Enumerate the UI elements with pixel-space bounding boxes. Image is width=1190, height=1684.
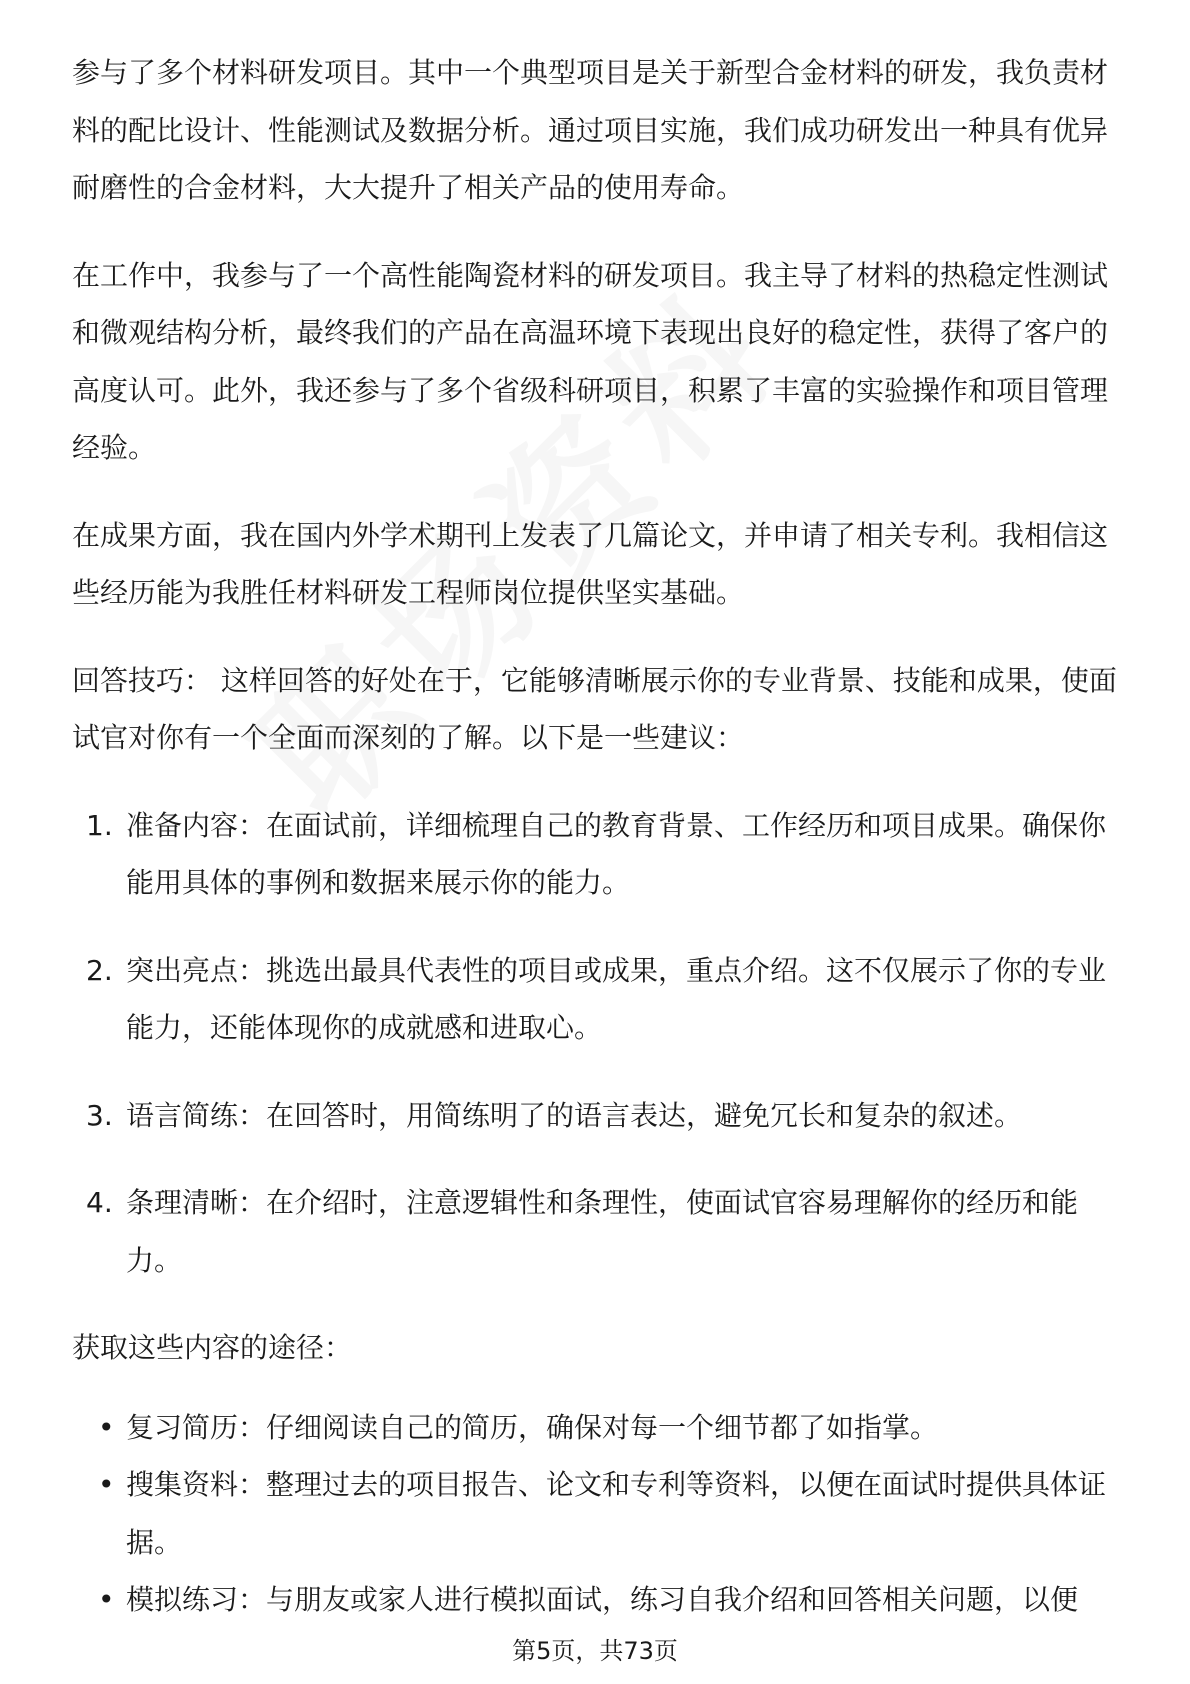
list-number: 4. — [86, 1186, 113, 1219]
list-item-text: 搜集资料：整理过去的项目报告、论文和专利等资料，以便在面试时提供具体证据。 — [126, 1468, 1107, 1559]
list-item-text: 突出亮点：挑选出最具代表性的项目或成果，重点介绍。这不仅展示了你的专业能力，还能体现你的成就感和进取心。 — [126, 953, 1107, 1044]
list-item-text: 准备内容：在面试前，详细梳理自己的教育背景、工作经历和项目成果。确保你能用具体的事例和数据来展示你的能力。 — [126, 808, 1107, 899]
document-body — [72, 44, 1132, 1629]
bullet-icon: • — [98, 1468, 115, 1501]
paragraph-work-experience: 在工作中，我参与了一个高性能陶瓷材料的研发项目。我主导了材料的热稳定性测试和微观结构分析，最终我们的产品在高温环境下表现出良好的稳定性，获得了客户的高度认可。此外，我还参与了多个省级科研项目，积累了丰富的实验操作和项目管理经验。 — [72, 258, 1109, 464]
bullet-icon: • — [98, 1410, 115, 1444]
list-item-text: 语言简练：在回答时，用简练明了的语言表达，避免冗长和复杂的叙述。 — [126, 1098, 1023, 1132]
list-item — [72, 1456, 1132, 1571]
list-item — [72, 942, 1132, 1057]
sources-list — [72, 1399, 1132, 1629]
list-item — [72, 1087, 1132, 1145]
list-item-text: 模拟练习：与朋友或家人进行模拟面试，练习自我介绍和回答相关问题，以便 — [126, 1583, 1079, 1616]
list-item — [72, 1399, 1132, 1457]
list-item-text: 条理清晰：在介绍时，注意逻辑性和条理性，使面试官容易理解你的经历和能力。 — [126, 1186, 1079, 1277]
list-number: 1. — [86, 808, 113, 842]
sources-heading: 获取这些内容的途径： — [72, 1331, 353, 1364]
list-item — [72, 1174, 1132, 1289]
paragraph-project-experience: 参与了多个材料研发项目。其中一个典型项目是关于新型合金材料的研发，我负责材料的配比设计、性能测试及数据分析。通过项目实施，我们成功研发出一种具有优异耐磨性的合金材料，大大提升了相关产品的使用寿命。 — [72, 56, 1109, 204]
list-number: 2. — [86, 953, 113, 987]
bullet-icon: • — [98, 1583, 115, 1616]
paragraph-achievements: 在成果方面，我在国内外学术期刊上发表了几篇论文，并申请了相关专利。我相信这些经历能为我胜任材料研发工程师岗位提供坚实基础。 — [72, 518, 1109, 609]
list-item — [72, 797, 1132, 912]
tips-list — [72, 797, 1132, 1290]
list-item — [72, 1571, 1132, 1629]
paragraph-answer-tips: 回答技巧： 这样回答的好处在于，它能够清晰展示你的专业背景、技能和成果，使面试官对你有一个全面而深刻的了解。以下是一些建议： — [72, 663, 1117, 754]
page-number: 第5页，共73页 — [512, 1637, 678, 1665]
list-item-text: 复习简历：仔细阅读自己的简历，确保对每一个细节都了如指掌。 — [126, 1410, 939, 1444]
list-number: 3. — [86, 1098, 113, 1132]
